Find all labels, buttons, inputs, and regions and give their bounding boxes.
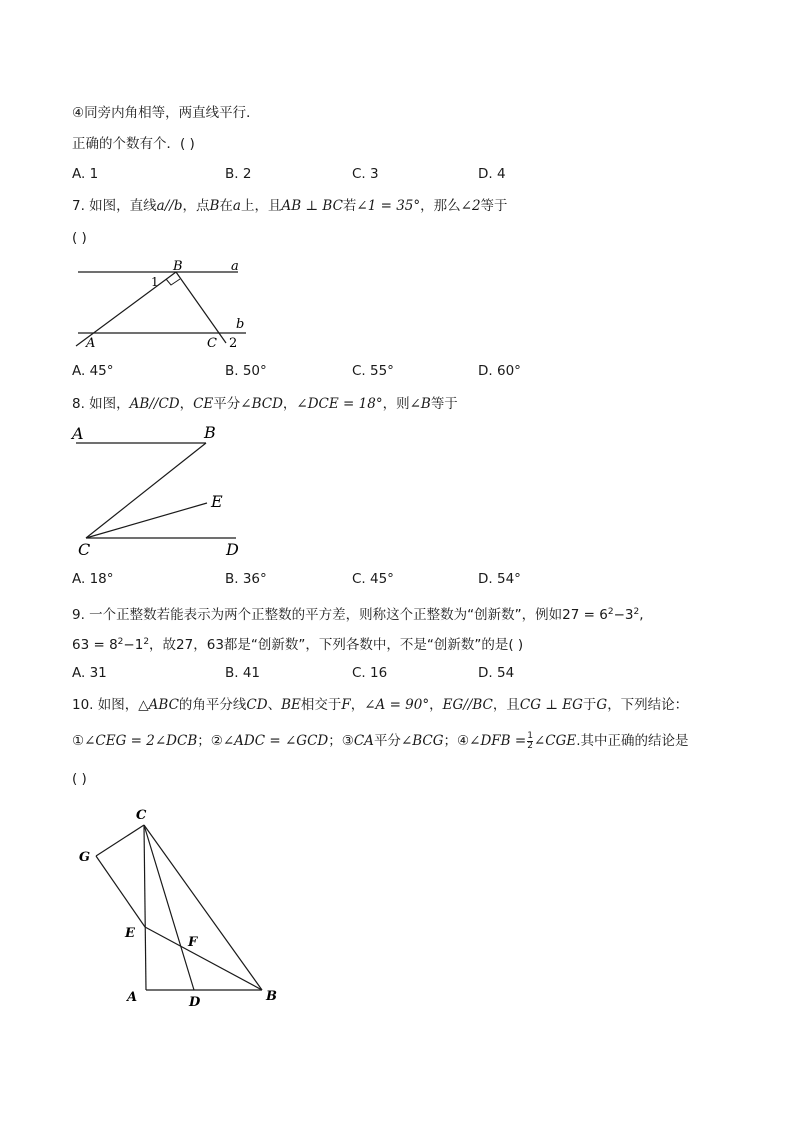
q8-option-a: A. 18° xyxy=(72,571,114,587)
q10-label-A: A xyxy=(127,990,138,1005)
q7-option-b: B. 50° xyxy=(225,363,267,379)
q8-option-c: C. 45° xyxy=(352,571,394,587)
q8-option-b: B. 36° xyxy=(225,571,267,587)
q7-label-C: C xyxy=(207,336,217,351)
q8-stem: 8. 如图，AB//CD，CE平分∠BCD，∠DCE = 18°，则∠B等于 xyxy=(72,396,458,412)
q7-label-a: a xyxy=(231,259,239,274)
q10-label-G: G xyxy=(79,850,91,865)
option-a: A. 1 xyxy=(72,166,99,182)
q8-label-A: A xyxy=(72,424,84,443)
fraction-one-half: $\frac{1}{2}$ xyxy=(527,730,533,751)
q9-stem-line1: 9. 一个正整数若能表示为两个正整数的平方差，则称这个正整数为“创新数”，例如$27 = 6^2-3^2$, xyxy=(72,607,644,623)
q9-option-c: C. 16 xyxy=(352,665,388,681)
option-c: C. 3 xyxy=(352,166,379,182)
question-prompt: 正确的个数有个．( ) xyxy=(72,136,195,152)
q7-answer-paren: ( ) xyxy=(72,230,87,246)
q7-label-b: b xyxy=(236,317,245,332)
statement-4: ④同旁内角相等，两直线平行． xyxy=(72,105,260,121)
q10-label-E: E xyxy=(125,926,135,941)
q7-label-B: B xyxy=(173,259,183,274)
q8-label-D: D xyxy=(226,540,239,559)
q10-label-D: D xyxy=(189,995,201,1010)
q8-option-d: D. 54° xyxy=(478,571,521,587)
q9-option-d: D. 54 xyxy=(478,665,515,681)
q7-label-2: 2 xyxy=(229,336,238,351)
q8-label-E: E xyxy=(211,492,223,511)
q7-label-A: A xyxy=(86,336,96,351)
option-b: B. 2 xyxy=(225,166,252,182)
q10-answer-paren: ( ) xyxy=(72,771,87,787)
q10-label-F: F xyxy=(188,935,198,950)
q9-option-b: B. 41 xyxy=(225,665,261,681)
option-d: D. 4 xyxy=(478,166,506,182)
q9-stem-line2: $63 = 8^2-1^2$，故27，63都是“创新数”，下列各数中，不是“创新数”的是( ) xyxy=(72,637,524,653)
q7-stem: 7. 如图，直线a//b，点B在a上，且AB ⊥ BC若∠1 = 35°，那么∠2等于 xyxy=(72,198,508,214)
q10-conclusions: ①∠CEG = 2∠DCB；②∠ADC = ∠GCD；③CA平分∠BCG；④∠DFB = $\frac{1}{2}$ ∠CGE.其中正确的结论是 xyxy=(72,730,689,751)
q7-option-c: C. 55° xyxy=(352,363,394,379)
q10-label-C: C xyxy=(136,808,147,823)
q8-label-B: B xyxy=(204,423,216,442)
q8-label-C: C xyxy=(78,540,91,559)
q7-label-1: 1 xyxy=(151,275,159,289)
q7-option-a: A. 45° xyxy=(72,363,114,379)
q7-option-d: D. 60° xyxy=(478,363,521,379)
q10-label-B: B xyxy=(266,989,277,1004)
q9-option-a: A. 31 xyxy=(72,665,107,681)
q10-stem-line1: 10. 如图，△ABC的角平分线CD、BE相交于F，∠A = 90°，EG//BC，且CG ⊥ EG于G，下列结论： xyxy=(72,697,689,713)
